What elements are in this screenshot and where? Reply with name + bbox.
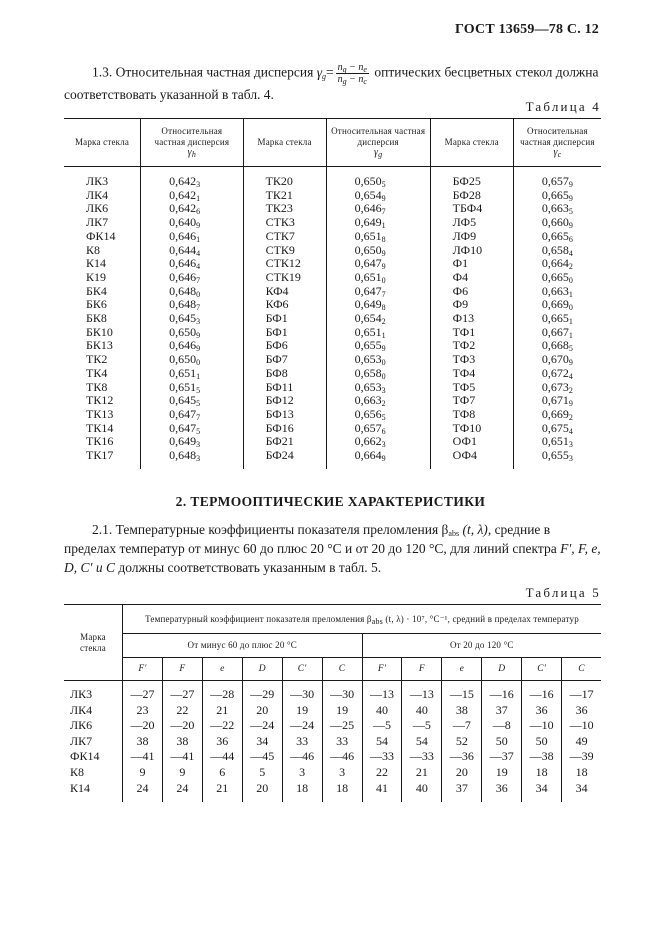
dispersion-value: $0,644_4$ bbox=[141, 244, 244, 258]
glass-grade: ФК14 bbox=[64, 230, 141, 244]
dispersion-value: $0,657_6$ bbox=[326, 422, 430, 436]
dispersion-value: $0,642_1$ bbox=[141, 189, 244, 203]
table-row bbox=[64, 285, 601, 299]
dispersion-value: $0,651_3$ bbox=[541, 434, 573, 450]
dispersion-value: $0,664_2$ bbox=[541, 256, 573, 272]
coefficient-value: 21 bbox=[402, 765, 442, 781]
table-row bbox=[64, 257, 601, 271]
coefficient-value: —45 bbox=[242, 749, 282, 765]
coefficient-value: —13 bbox=[402, 681, 442, 703]
glass-grade: ТК2 bbox=[64, 353, 141, 367]
table-4 bbox=[64, 118, 601, 469]
coefficient-value: —8 bbox=[482, 718, 522, 734]
table-row bbox=[64, 422, 601, 436]
glass-grade: ТК23 bbox=[243, 202, 326, 216]
dispersion-value: $0,646_7$ bbox=[326, 202, 430, 216]
glass-grade: ТК8 bbox=[64, 381, 141, 395]
table-row bbox=[64, 765, 601, 781]
spectral-line-header: D bbox=[482, 658, 522, 681]
dispersion-value: $0,665_1$ bbox=[541, 311, 573, 327]
glass-grade: Ф9 bbox=[430, 298, 513, 312]
glass-grade: ОФ1 bbox=[430, 435, 513, 449]
dispersion-formula: $\frac{n_g - n_e}{n_g - n_c}$ bbox=[337, 62, 367, 86]
section-title: 2. ТЕРМООПТИЧЕСКИЕ ХАРАКТЕРИСТИКИ bbox=[175, 494, 486, 509]
coefficient-value: 20 bbox=[242, 781, 282, 803]
spectral-line-header: C bbox=[322, 658, 362, 681]
coefficient-value: 21 bbox=[202, 781, 242, 803]
coefficient-value: 40 bbox=[362, 703, 402, 719]
coefficient-value: —27 bbox=[162, 681, 202, 703]
table-row bbox=[64, 435, 601, 449]
dispersion-value: $0,648_3$ bbox=[141, 449, 244, 469]
coefficient-value: 19 bbox=[322, 703, 362, 719]
glass-grade: КФ6 bbox=[243, 298, 326, 312]
glass-grade: ЛФ10 bbox=[430, 244, 513, 258]
coefficient-value: —33 bbox=[402, 749, 442, 765]
coefficient-value: 54 bbox=[402, 734, 442, 750]
glass-grade: ТК17 bbox=[64, 449, 141, 469]
paragraph-2-1: 2.1. Температурные коэффициенты показателя преломления $\beta_{abs}$ (t, λ), средние в пределах температур от минус 60 до плюс 20 °С и от 20 до 120 °С, для линий спектра F′, F, e, D, C′ и C должны соответствовать указанным в табл. 5. bbox=[64, 522, 601, 575]
dispersion-value: $0,658_0$ bbox=[326, 367, 430, 381]
table-row bbox=[64, 749, 601, 765]
coefficient-value: 24 bbox=[123, 781, 163, 803]
coefficient-value: —44 bbox=[202, 749, 242, 765]
glass-grade: БФ8 bbox=[243, 367, 326, 381]
coefficient-value: —30 bbox=[282, 681, 322, 703]
dispersion-value: $0,640_9$ bbox=[141, 216, 244, 230]
glass-grade: К8 bbox=[64, 244, 141, 258]
glass-grade: БК6 bbox=[64, 298, 141, 312]
glass-grade: ТФ10 bbox=[430, 422, 513, 436]
coefficient-value: —20 bbox=[123, 718, 163, 734]
coefficient-value: 6 bbox=[202, 765, 242, 781]
glass-grade: К8 bbox=[70, 764, 85, 779]
coefficient-value: 36 bbox=[202, 734, 242, 750]
coefficient-value: 3 bbox=[322, 765, 362, 781]
dispersion-value: $0,653_0$ bbox=[326, 353, 430, 367]
spectral-line-header: C bbox=[562, 658, 601, 681]
col-header-coefficient: Температурный коэффициент показателя преломления $\beta_{abs}$ (t, λ) · 10⁷, °С⁻¹, средний в пределах температур bbox=[123, 605, 602, 634]
spectral-line-header: C′ bbox=[522, 658, 562, 681]
glass-grade: ТФ1 bbox=[430, 326, 513, 340]
glass-grade: БК13 bbox=[64, 339, 141, 353]
coefficient-value: 9 bbox=[123, 765, 163, 781]
table-4-caption: Таблица 4 bbox=[525, 99, 601, 114]
dispersion-value: $0,665_6$ bbox=[541, 228, 573, 244]
coefficient-value: 23 bbox=[123, 703, 163, 719]
coefficient-value: —39 bbox=[562, 749, 601, 765]
glass-grade: ТК4 bbox=[64, 367, 141, 381]
coefficient-value: —24 bbox=[282, 718, 322, 734]
glass-grade: БФ12 bbox=[243, 394, 326, 408]
table-row bbox=[64, 408, 601, 422]
dispersion-value: $0,667_1$ bbox=[541, 324, 573, 340]
dispersion-value: $0,673_2$ bbox=[541, 379, 573, 395]
dispersion-value: $0,655_3$ bbox=[541, 448, 573, 464]
glass-grade: БФ13 bbox=[243, 408, 326, 422]
coefficient-value: —20 bbox=[162, 718, 202, 734]
dispersion-value: $0,650_5$ bbox=[326, 167, 430, 189]
coefficient-value: —27 bbox=[123, 681, 163, 703]
spectral-line-header: F′ bbox=[362, 658, 402, 681]
table4-header: Относительная частная дисперсия $\gamma_h$ bbox=[141, 119, 244, 167]
glass-grade: БФ11 bbox=[243, 381, 326, 395]
glass-grade: ТК20 bbox=[243, 167, 326, 189]
dispersion-value: $0,648_0$ bbox=[141, 285, 244, 299]
dispersion-value: $0,646_7$ bbox=[141, 271, 244, 285]
glass-grade: СТК9 bbox=[243, 244, 326, 258]
table-row bbox=[64, 326, 601, 340]
spectral-line-header: F bbox=[402, 658, 442, 681]
table-row bbox=[64, 312, 601, 326]
glass-grade: КФ4 bbox=[243, 285, 326, 299]
coefficient-value: —5 bbox=[362, 718, 402, 734]
dispersion-value: $0,650_9$ bbox=[326, 244, 430, 258]
glass-grade: ТФ8 bbox=[430, 408, 513, 422]
coefficient-value: —13 bbox=[362, 681, 402, 703]
glass-grade: БФ1 bbox=[243, 326, 326, 340]
coefficient-value: 18 bbox=[562, 765, 601, 781]
dispersion-value: $0,653_3$ bbox=[326, 381, 430, 395]
coefficient-value: 22 bbox=[362, 765, 402, 781]
coefficient-value: —7 bbox=[442, 718, 482, 734]
coefficient-value: 33 bbox=[282, 734, 322, 750]
dispersion-value: $0,646_4$ bbox=[141, 257, 244, 271]
table4-header: Марка стекла bbox=[430, 119, 513, 167]
coefficient-value: 41 bbox=[362, 781, 402, 803]
coefficient-value: 22 bbox=[162, 703, 202, 719]
coefficient-value: 37 bbox=[482, 703, 522, 719]
coefficient-value: 9 bbox=[162, 765, 202, 781]
dispersion-value: $0,647_5$ bbox=[141, 422, 244, 436]
dispersion-value: $0,651_5$ bbox=[141, 381, 244, 395]
col-header-glass: Марка стекла bbox=[64, 605, 123, 681]
glass-grade: ТБФ4 bbox=[430, 202, 513, 216]
table-row bbox=[64, 781, 601, 803]
coefficient-value: —33 bbox=[362, 749, 402, 765]
coefficient-value: 40 bbox=[402, 703, 442, 719]
dispersion-value: $0,654_2$ bbox=[326, 312, 430, 326]
coefficient-value: —16 bbox=[522, 681, 562, 703]
coefficient-value: —36 bbox=[442, 749, 482, 765]
glass-grade: Ф6 bbox=[430, 285, 513, 299]
table-row bbox=[64, 353, 601, 367]
coefficient-value: 24 bbox=[162, 781, 202, 803]
table-row bbox=[64, 381, 601, 395]
dispersion-value: $0,662_3$ bbox=[326, 435, 430, 449]
table-row bbox=[64, 216, 601, 230]
dispersion-value: $0,663_1$ bbox=[541, 283, 573, 299]
glass-grade: ЛК7 bbox=[70, 733, 93, 748]
dispersion-value: $0,668_5$ bbox=[541, 338, 573, 354]
glass-grade: Ф4 bbox=[430, 271, 513, 285]
dispersion-value: $0,651_1$ bbox=[141, 367, 244, 381]
glass-grade: ТК12 bbox=[64, 394, 141, 408]
glass-grade: ТК21 bbox=[243, 189, 326, 203]
dispersion-value: $0,654_9$ bbox=[326, 189, 430, 203]
coefficient-value: 3 bbox=[282, 765, 322, 781]
coefficient-value: —5 bbox=[402, 718, 442, 734]
spectral-line-header: e bbox=[442, 658, 482, 681]
table-5-caption: Таблица 5 bbox=[525, 585, 601, 600]
table4-header: Относительная частная дисперсия $\gamma_g$ bbox=[326, 119, 430, 167]
coefficient-value: 21 bbox=[202, 703, 242, 719]
dispersion-value: $0,642_3$ bbox=[141, 167, 244, 189]
table-5 bbox=[64, 604, 601, 802]
glass-grade: ТФ4 bbox=[430, 367, 513, 381]
coefficient-value: 5 bbox=[242, 765, 282, 781]
glass-grade: ЛК4 bbox=[70, 702, 93, 717]
coefficient-value: —25 bbox=[322, 718, 362, 734]
glass-grade: ТФ7 bbox=[430, 394, 513, 408]
table-row bbox=[64, 367, 601, 381]
dispersion-value: $0,648_7$ bbox=[141, 298, 244, 312]
table-row bbox=[64, 230, 601, 244]
dispersion-value: $0,646_9$ bbox=[141, 339, 244, 353]
coefficient-value: 18 bbox=[322, 781, 362, 803]
dispersion-value: $0,645_5$ bbox=[141, 394, 244, 408]
table-row bbox=[64, 298, 601, 312]
coefficient-value: —37 bbox=[482, 749, 522, 765]
coefficient-value: —15 bbox=[442, 681, 482, 703]
coefficient-value: 34 bbox=[562, 781, 601, 803]
glass-grade: ЛК6 bbox=[64, 202, 141, 216]
glass-grade: БФ6 bbox=[243, 339, 326, 353]
dispersion-value: $0,669_2$ bbox=[541, 406, 573, 422]
coefficient-value: 37 bbox=[442, 781, 482, 803]
spectral-line-header: F′ bbox=[123, 658, 163, 681]
col-header-range-1: От минус 60 до плюс 20 °С bbox=[123, 634, 363, 658]
glass-grade: ТФ3 bbox=[430, 353, 513, 367]
table-row bbox=[64, 718, 601, 734]
coefficient-value: —30 bbox=[322, 681, 362, 703]
glass-grade: ТФ2 bbox=[430, 339, 513, 353]
dispersion-value: $0,656_5$ bbox=[326, 408, 430, 422]
table-row bbox=[64, 703, 601, 719]
glass-grade: БФ21 bbox=[243, 435, 326, 449]
dispersion-value: $0,660_9$ bbox=[541, 215, 573, 231]
dispersion-value: $0,655_9$ bbox=[326, 339, 430, 353]
dispersion-value: $0,651_8$ bbox=[326, 230, 430, 244]
dispersion-value: $0,647_7$ bbox=[326, 285, 430, 299]
dispersion-value: $0,663_5$ bbox=[541, 201, 573, 217]
coefficient-value: 38 bbox=[442, 703, 482, 719]
glass-grade: БК8 bbox=[64, 312, 141, 326]
coefficient-value: 36 bbox=[562, 703, 601, 719]
glass-grade: Ф13 bbox=[430, 312, 513, 326]
coefficient-value: 38 bbox=[123, 734, 163, 750]
glass-grade: К14 bbox=[64, 257, 141, 271]
coefficient-value: 20 bbox=[242, 703, 282, 719]
table4-header: Марка стекла bbox=[243, 119, 326, 167]
glass-grade: ТФ5 bbox=[430, 381, 513, 395]
table-row bbox=[64, 734, 601, 750]
table-row bbox=[64, 271, 601, 285]
coefficient-value: —41 bbox=[123, 749, 163, 765]
coefficient-value: 19 bbox=[282, 703, 322, 719]
spectral-line-header: C′ bbox=[282, 658, 322, 681]
dispersion-value: $0,657_9$ bbox=[541, 174, 573, 189]
dispersion-value: $0,647_9$ bbox=[326, 257, 430, 271]
glass-grade: ТК16 bbox=[64, 435, 141, 449]
glass-grade: СТК7 bbox=[243, 230, 326, 244]
clause-number: 2.1. bbox=[92, 522, 113, 537]
table-row bbox=[64, 339, 601, 353]
glass-grade: ОФ4 bbox=[430, 449, 513, 469]
dispersion-value: $0,671_9$ bbox=[541, 393, 573, 409]
col-header-range-2: От 20 до 120 °С bbox=[362, 634, 601, 658]
coefficient-value: —24 bbox=[242, 718, 282, 734]
spectral-line-header: D bbox=[242, 658, 282, 681]
coefficient-value: —38 bbox=[522, 749, 562, 765]
dispersion-value: $0,658_4$ bbox=[541, 242, 573, 258]
spectral-line-header: F bbox=[162, 658, 202, 681]
dispersion-value: $0,646_1$ bbox=[141, 230, 244, 244]
coefficient-value: —22 bbox=[202, 718, 242, 734]
coefficient-value: 36 bbox=[482, 781, 522, 803]
dispersion-value: $0,650_9$ bbox=[141, 326, 244, 340]
dispersion-value: $0,649_8$ bbox=[326, 298, 430, 312]
coefficient-value: 50 bbox=[522, 734, 562, 750]
coefficient-value: 36 bbox=[522, 703, 562, 719]
glass-grade: К14 bbox=[70, 780, 91, 795]
dispersion-value: $0,650_0$ bbox=[141, 353, 244, 367]
glass-grade: БФ24 bbox=[243, 449, 326, 469]
dispersion-value: $0,664_9$ bbox=[326, 449, 430, 469]
glass-grade: ЛК6 bbox=[70, 718, 93, 733]
coefficient-value: 33 bbox=[322, 734, 362, 750]
glass-grade: БК4 bbox=[64, 285, 141, 299]
coefficient-value: 18 bbox=[282, 781, 322, 803]
dispersion-value: $0,669_0$ bbox=[541, 297, 573, 313]
glass-grade: БФ28 bbox=[430, 189, 513, 203]
table-row bbox=[64, 167, 601, 189]
dispersion-value: $0,665_9$ bbox=[541, 187, 573, 203]
glass-grade: СТК3 bbox=[243, 216, 326, 230]
coefficient-value: 19 bbox=[482, 765, 522, 781]
gamma-symbol: $\gamma_g$ bbox=[316, 64, 327, 81]
glass-grade: СТК12 bbox=[243, 257, 326, 271]
coefficient-value: —10 bbox=[562, 718, 601, 734]
dispersion-value: $0,642_6$ bbox=[141, 202, 244, 216]
glass-grade: Ф1 bbox=[430, 257, 513, 271]
coefficient-value: 34 bbox=[242, 734, 282, 750]
clause-number: 1.3. bbox=[92, 64, 113, 80]
coefficient-value: —17 bbox=[562, 681, 601, 703]
glass-grade: ЛК7 bbox=[64, 216, 141, 230]
coefficient-value: —16 bbox=[482, 681, 522, 703]
coefficient-value: 18 bbox=[522, 765, 562, 781]
glass-grade: ЛФ9 bbox=[430, 230, 513, 244]
dispersion-value: $0,647_7$ bbox=[141, 408, 244, 422]
coefficient-value: 49 bbox=[562, 734, 601, 750]
spectral-line-header: e bbox=[202, 658, 242, 681]
glass-grade: БК10 bbox=[64, 326, 141, 340]
table-row bbox=[64, 449, 601, 469]
glass-grade: ТК13 bbox=[64, 408, 141, 422]
table-row bbox=[64, 394, 601, 408]
table-row bbox=[64, 202, 601, 216]
dispersion-value: $0,672_4$ bbox=[541, 365, 573, 381]
dispersion-value: $0,675_4$ bbox=[541, 420, 573, 436]
glass-grade: ЛК3 bbox=[70, 687, 93, 701]
coefficient-value: —28 bbox=[202, 681, 242, 703]
dispersion-value: $0,651_1$ bbox=[326, 326, 430, 340]
glass-grade: БФ7 bbox=[243, 353, 326, 367]
coefficient-value: —29 bbox=[242, 681, 282, 703]
page-header: ГОСТ 13659—78 С. 12 bbox=[455, 22, 599, 37]
glass-grade: ФК14 bbox=[70, 749, 100, 764]
glass-grade: БФ1 bbox=[243, 312, 326, 326]
glass-grade: БФ25 bbox=[430, 167, 513, 189]
coefficient-value: —10 bbox=[522, 718, 562, 734]
coefficient-value: 34 bbox=[522, 781, 562, 803]
glass-grade: ТК14 bbox=[64, 422, 141, 436]
glass-grade: К19 bbox=[64, 271, 141, 285]
table4-header: Относительная частная дисперсия $\gamma_c$ bbox=[513, 119, 601, 167]
coefficient-value: 38 bbox=[162, 734, 202, 750]
glass-grade: ЛФ5 bbox=[430, 216, 513, 230]
coefficient-value: 20 bbox=[442, 765, 482, 781]
dispersion-value: $0,649_3$ bbox=[141, 435, 244, 449]
dispersion-value: $0,649_1$ bbox=[326, 216, 430, 230]
table-row bbox=[64, 244, 601, 258]
coefficient-value: —41 bbox=[162, 749, 202, 765]
dispersion-value: $0,663_2$ bbox=[326, 394, 430, 408]
table-row bbox=[64, 681, 601, 703]
coefficient-value: 52 bbox=[442, 734, 482, 750]
glass-grade: ЛК3 bbox=[64, 167, 141, 189]
coefficient-value: —46 bbox=[322, 749, 362, 765]
glass-grade: БФ16 bbox=[243, 422, 326, 436]
dispersion-value: $0,670_9$ bbox=[541, 352, 573, 368]
glass-grade: СТК19 bbox=[243, 271, 326, 285]
dispersion-value: $0,645_3$ bbox=[141, 312, 244, 326]
coefficient-value: 54 bbox=[362, 734, 402, 750]
glass-grade: ЛК4 bbox=[64, 189, 141, 203]
coefficient-value: 50 bbox=[482, 734, 522, 750]
dispersion-value: $0,651_0$ bbox=[326, 271, 430, 285]
coefficient-value: 40 bbox=[402, 781, 442, 803]
table4-header: Марка стекла bbox=[64, 119, 141, 167]
coefficient-value: —46 bbox=[282, 749, 322, 765]
dispersion-value: $0,665_0$ bbox=[541, 269, 573, 285]
table-row bbox=[64, 189, 601, 203]
paragraph-1-3: 1.3. Относительная частная дисперсия $\gamma_g=$ $\frac{n_g - n_e}{n_g - n_c}$ оптических бесцветных стекол должна соответствовать указанной в табл. 4. bbox=[64, 62, 599, 102]
